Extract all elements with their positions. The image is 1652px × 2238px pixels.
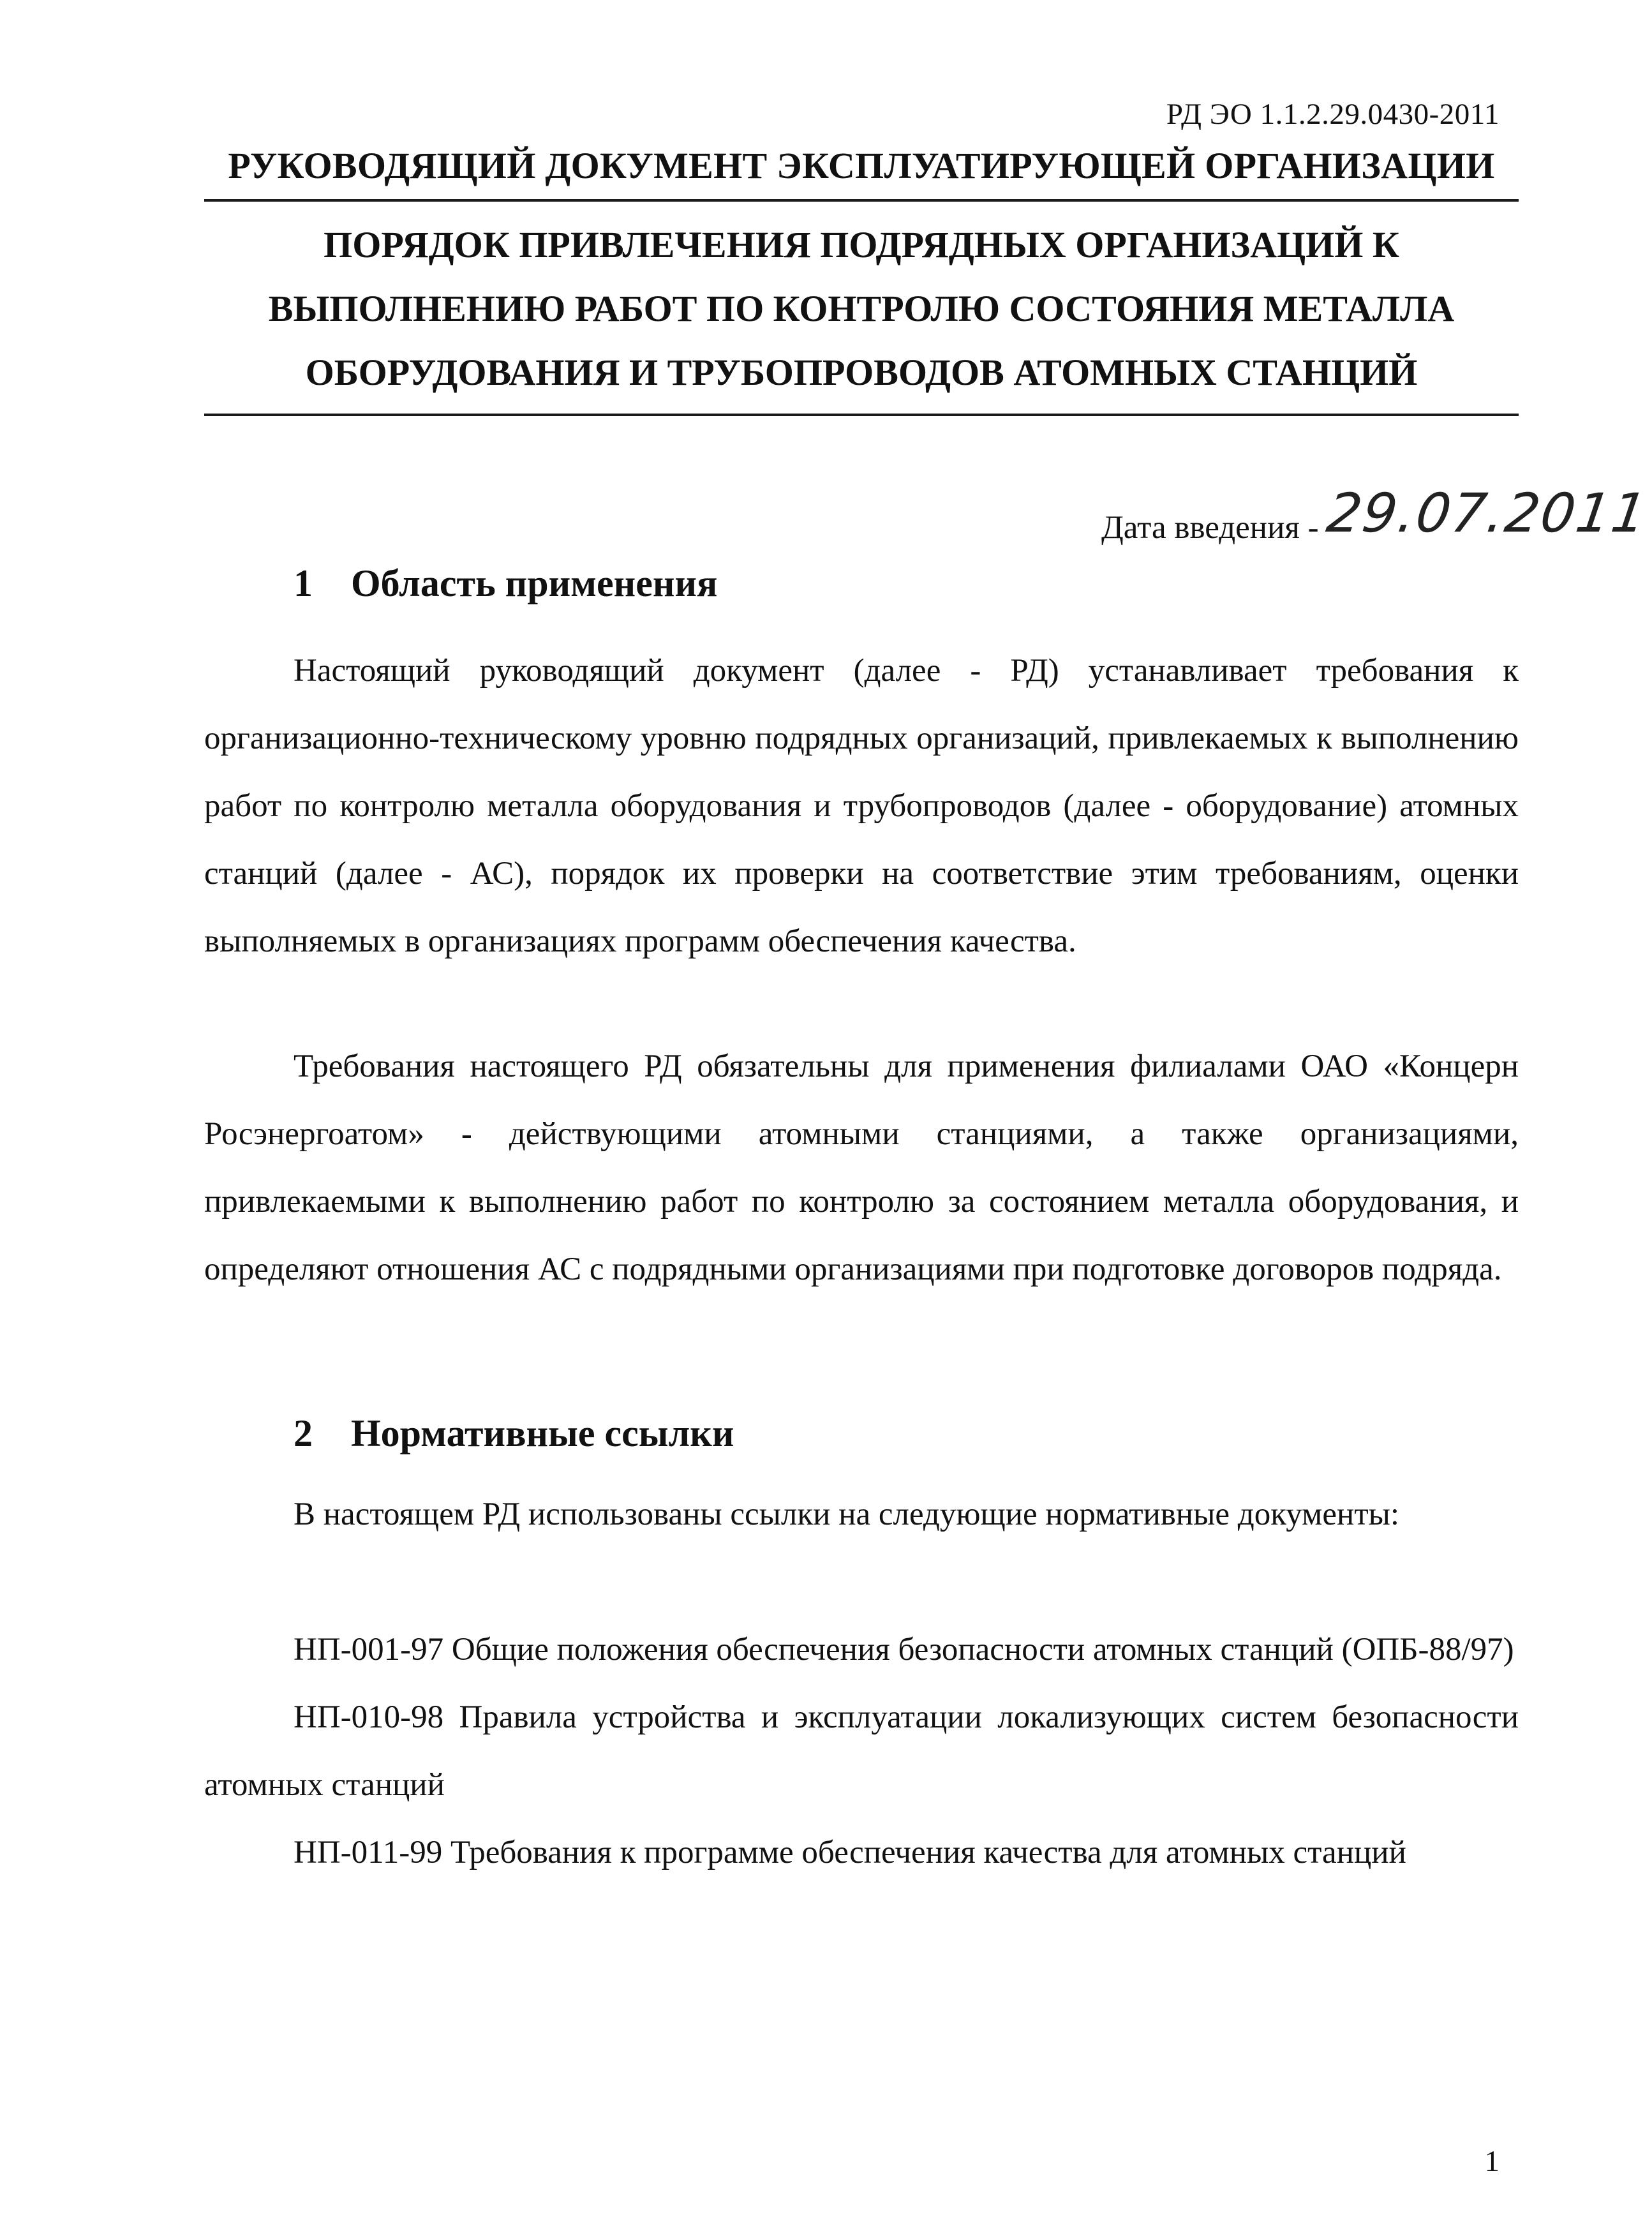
section-paragraph (204, 637, 1519, 975)
paragraph-text: Настоящий руководящий документ (далее - РД) устанавливает требования к организационно-техническому уровню подрядных организаций, привлекаемых к выполнению работ по контролю металла оборудования и трубопроводов (далее - оборудование) атомных станций (далее - АС), порядок их проверки на соответствие этим требованиям, оценки выполняемых в организациях программ обеспечения качества. (204, 653, 1519, 959)
section-number: 2 (294, 1412, 313, 1454)
introduction-date-label: Дата введения - (1101, 510, 1319, 546)
reference-item: НП-011-99 Требования к программе обеспечения качества для атомных станций (294, 1835, 1406, 1870)
reference-list (204, 1616, 1519, 1886)
organization-title: РУКОВОДЯЩИЙ ДОКУМЕНТ ЭКСПЛУАТИРУЮЩЕЙ ОРГАНИЗАЦИИ (228, 145, 1495, 186)
section-heading-references (294, 1412, 734, 1456)
page-number: 1 (1484, 2145, 1499, 2178)
paragraph-text: В настоящем РД использованы ссылки на следующие нормативные документы: (294, 1496, 1400, 1532)
section-title: Нормативные ссылки (351, 1412, 734, 1454)
reference-item: НП-001-97 Общие положения обеспечения безопасности атомных станций (ОПБ-88/97) (294, 1632, 1514, 1667)
section-title: Область применения (351, 562, 718, 604)
document-code: РД ЭО 1.1.2.29.0430-2011 (1166, 98, 1499, 131)
reference-item: НП-010-98 Правила устройства и эксплуатации локализующих систем безопасности атомных станций (204, 1699, 1519, 1803)
paragraph-text: Требования настоящего РД обязательны для применения филиалами ОАО «Концерн Росэнергоатом» - действующими атомными станциями, а также организациями, привлекаемыми к выполнению работ по контролю за состоянием металла оборудования, и определяют отношения АС с подрядными организациями при подготовке договоров подряда. (204, 1048, 1519, 1287)
section-number: 1 (294, 562, 313, 604)
document-title-line: ОБОРУДОВАНИЯ И ТРУБОПРОВОДОВ АТОМНЫХ СТАНЦИЙ (305, 352, 1418, 393)
handwritten-date: 29.07.2011 (1323, 482, 1652, 544)
introduction-date (1101, 482, 1652, 551)
references-intro (204, 1481, 1519, 1548)
section-heading-scope (294, 562, 717, 606)
header-divider-bottom (204, 414, 1519, 416)
document-title-line: ПОРЯДОК ПРИВЛЕЧЕНИЯ ПОДРЯДНЫХ ОРГАНИЗАЦИЙ К (324, 224, 1399, 265)
document-title (204, 213, 1519, 405)
document-title-line: ВЫПОЛНЕНИЮ РАБОТ ПО КОНТРОЛЮ СОСТОЯНИЯ МЕТАЛЛА (268, 288, 1455, 329)
header-divider-top (204, 199, 1519, 202)
section-paragraph (204, 1033, 1519, 1303)
